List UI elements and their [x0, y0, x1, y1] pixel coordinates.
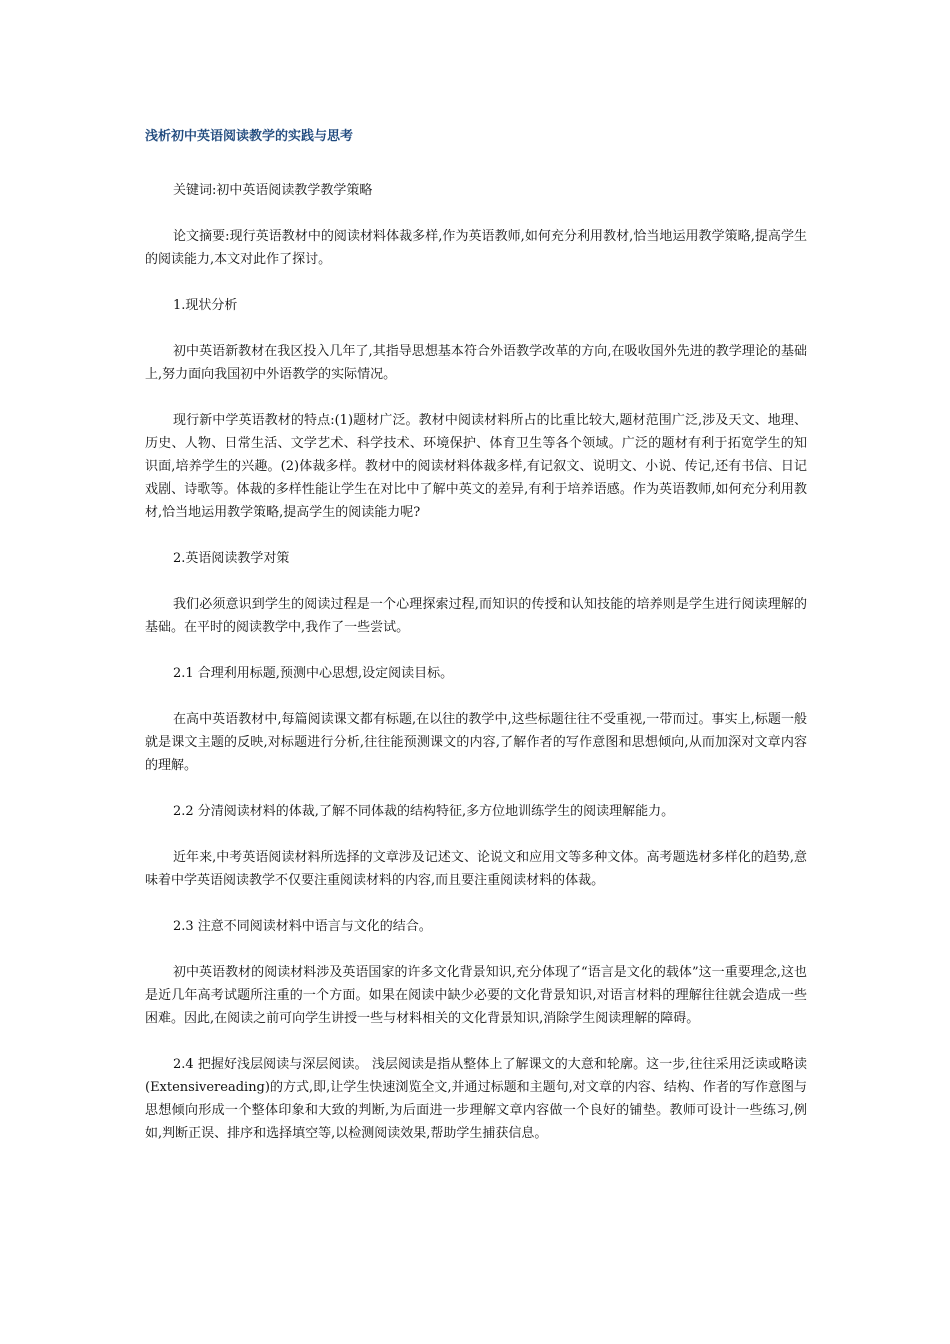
section-heading-2: 2.英语阅读教学对策 — [173, 551, 290, 566]
subsection-heading-2-3: 2.3 注意不同阅读材料中语言与文化的结合。 — [173, 919, 432, 934]
abstract-paragraph: 论文摘要:现行英语教材中的阅读材料体裁多样,作为英语教师,如何充分利用教材,恰当地运用教学策略,提高学生的阅读能力,本文对此作了探讨。 — [145, 229, 807, 267]
section-heading-1: 1.现状分析 — [173, 298, 238, 313]
body-paragraph: 初中英语教材的阅读材料涉及英语国家的许多文化背景知识,充分体现了“语言是文化的载体”这一重要理念,这也是近几年高考试题所注重的一个方面。如果在阅读中缺少必要的文化背景知识,对语言材料的理解往往就会造成一些困难。因此,在阅读之前可向学生讲授一些与材料相关的文化背景知识,消除学生阅读理解的障碍。 — [145, 965, 807, 1026]
keywords-line: 关键词:初中英语阅读教学教学策略 — [173, 183, 373, 198]
body-paragraph: 我们必须意识到学生的阅读过程是一个心理探索过程,而知识的传授和认知技能的培养则是学生进行阅读理解的基础。在平时的阅读教学中,我作了一些尝试。 — [145, 597, 807, 635]
document-body — [145, 128, 807, 1168]
body-paragraph: 初中英语新教材在我区投入几年了,其指导思想基本符合外语教学改革的方向,在吸收国外先进的教学理论的基础上,努力面向我国初中外语教学的实际情况。 — [145, 344, 807, 382]
subsection-heading-2-2: 2.2 分清阅读材料的体裁,了解不同体裁的结构特征,多方位地训练学生的阅读理解能力。 — [173, 804, 675, 819]
subsection-2-4-paragraph: 2.4 把握好浅层阅读与深层阅读。 浅层阅读是指从整体上了解课文的大意和轮廓。这一步,往往采用泛读或略读(Extensivereading)的方式,即,让学生快速浏览全文,并通过标题和主题句,对文章的内容、结构、作者的写作意图与思想倾向形成一个整体印象和大致的判断,为后面进一步理解文章内容做一个良好的铺垫。教师可设计一些练习,例如,判断正误、排序和选择填空等,以检测阅读效果,帮助学生捕获信息。 — [145, 1057, 807, 1141]
body-paragraph: 近年来,中考英语阅读材料所选择的文章涉及记述文、论说文和应用文等多种文体。高考题选材多样化的趋势,意味着中学英语阅读教学不仅要注重阅读材料的内容,而且要注重阅读材料的体裁。 — [145, 850, 807, 888]
subsection-heading-2-1: 2.1 合理利用标题,预测中心思想,设定阅读目标。 — [173, 666, 454, 681]
document-title: 浅析初中英语阅读教学的实践与思考 — [145, 129, 354, 144]
body-paragraph: 现行新中学英语教材的特点:(1)题材广泛。教材中阅读材料所占的比重比较大,题材范围广泛,涉及天文、地理、历史、人物、日常生活、文学艺术、科学技术、环境保护、体育卫生等各个领域。广泛的题材有利于拓宽学生的知识面,培养学生的兴趣。(2)体裁多样。教材中的阅读材料体裁多样,有记叙文、说明文、小说、传记,还有书信、日记戏剧、诗歌等。体裁的多样性能让学生在对比中了解中英文的差异,有利于培养语感。作为英语教师,如何充分利用教材,恰当地运用教学策略,提高学生的阅读能力呢? — [145, 413, 807, 520]
body-paragraph: 在高中英语教材中,每篇阅读课文都有标题,在以往的教学中,这些标题往往不受重视,一带而过。事实上,标题一般就是课文主题的反映,对标题进行分析,往往能预测课文的内容,了解作者的写作意图和思想倾向,从而加深对文章内容的理解。 — [145, 712, 807, 773]
